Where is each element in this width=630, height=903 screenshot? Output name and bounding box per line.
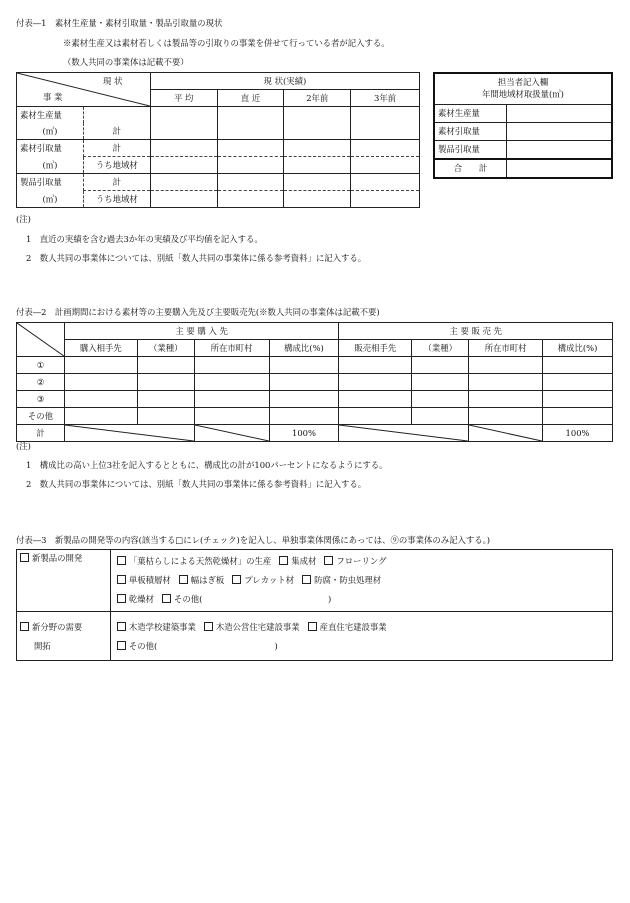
total-hatched-cell [469,425,543,442]
cell-diagonal [195,425,269,441]
input-cell[interactable] [217,123,284,140]
staff-entry-box [433,72,613,179]
corner-diagonal [17,73,150,106]
table-row [17,425,613,442]
input-cell[interactable] [284,123,351,140]
row-sub-label: 計 [83,174,150,191]
checkbox[interactable] [20,553,29,562]
checkbox[interactable] [117,594,126,603]
category-new-product [17,550,111,612]
staff-total-cell[interactable] [507,159,612,178]
row-label: 素材引取量 [17,140,84,157]
input-cell[interactable] [469,391,543,408]
table2-col-header: 構成比(%) [543,340,613,357]
input-cell[interactable] [150,191,217,208]
input-cell[interactable] [150,157,217,174]
input-cell[interactable] [217,157,284,174]
row-label: ① [17,357,65,374]
input-cell[interactable] [150,174,217,191]
input-cell[interactable] [269,374,339,391]
input-cell[interactable] [64,374,137,391]
option-line [117,590,606,609]
input-cell[interactable] [137,408,194,425]
row-label: ② [17,374,65,391]
new-demand-options [110,612,612,661]
staff-entry-title [434,73,612,105]
option-line [117,552,606,571]
table-row [17,357,613,374]
input-cell[interactable] [339,391,412,408]
checkbox[interactable] [324,556,333,565]
row-sub-label: うち地域材 [83,191,150,208]
row-sub-label: うち地域材 [83,157,150,174]
option-line [117,637,606,656]
option-label: 「葉枯らしによる天然乾燥材」の生産 [128,556,272,566]
cell-diagonal [65,425,194,441]
input-cell[interactable] [194,408,269,425]
input-cell[interactable] [412,357,469,374]
input-cell[interactable] [351,157,420,174]
input-cell[interactable] [269,391,339,408]
row-label: ③ [17,391,65,408]
option-line [117,618,606,637]
row-unit: (㎥) [17,191,84,208]
table-row [17,408,613,425]
table2-note-line: 2 数人共同の事業体については、別紙「数人共同の事業体に係る参考資料」に記入する。 [26,479,367,489]
input-cell[interactable] [269,357,339,374]
input-cell[interactable] [339,408,412,425]
table2-notes-head: (注) [16,441,31,451]
category-label: 新分野の需要 [32,622,83,632]
input-cell[interactable] [64,357,137,374]
input-cell[interactable] [217,174,284,191]
input-cell[interactable] [269,408,339,425]
row-label: その他 [17,408,65,425]
table1-col-header: 2年前 [284,90,351,107]
table1-corner-cell [17,73,151,107]
input-cell[interactable] [284,140,351,157]
category-label-cont: 開拓 [34,641,51,651]
table2-col-header: （業種） [412,340,469,357]
input-cell[interactable] [351,140,420,157]
table2-group-sales: 主 要 販 売 先 [339,323,613,340]
corner-diagonal [17,323,64,356]
input-cell[interactable] [469,374,543,391]
row-unit: (㎥) [17,123,84,140]
input-cell[interactable] [339,357,412,374]
input-cell[interactable] [351,191,420,208]
checkbox[interactable] [117,556,126,565]
table-row [17,123,420,140]
option-label: その他( ) [128,641,278,651]
table2-col-header: （業種） [137,340,194,357]
input-cell[interactable] [469,408,543,425]
input-cell[interactable] [150,123,217,140]
table1-col-header: 平 均 [150,90,217,107]
table2-col-header: 構成比(%) [269,340,339,357]
table2-heading: 付表―2 計画期間における素材等の主要購入先及び主要販売先(※数人共同の事業体は記載不要) [16,307,380,317]
category-label: 新製品の開発 [32,553,83,563]
input-cell[interactable] [412,408,469,425]
table-row [17,107,420,124]
checkbox[interactable] [232,575,241,584]
checkbox[interactable] [204,622,213,631]
input-cell[interactable] [284,191,351,208]
table3-heading: 付表―3 新製品の開発等の内容(該当する□にレ(チェック)を記入し、単独事業体関係にあっては、⑨の事業体のみ記入する。) [16,535,491,545]
option-label: 産直住宅建設事業 [319,622,387,632]
total-hatched-cell [194,425,269,442]
input-cell[interactable] [217,140,284,157]
row-label: 素材生産量 [17,107,84,124]
staff-total-label: 合 計 [434,159,507,178]
input-cell[interactable] [351,174,420,191]
corner-label-top: 現 状 [103,76,123,86]
table1-note-line: 1 直近の実績を含む過去3か年の実績及び平均値を記入する。 [26,234,263,244]
table2-col-header: 販売相手先 [339,340,412,357]
input-cell[interactable] [284,107,351,124]
table-row [17,391,613,408]
table1-col-header: 3年前 [351,90,420,107]
staff-input-cell[interactable] [507,123,612,141]
table-row [17,157,420,174]
total-hatched-cell [64,425,194,442]
table2-note-line: 1 構成比の高い上位3社を記入するとともに、構成比の計が100パーセントになるようにする。 [26,460,388,470]
row-unit: (㎥) [17,157,84,174]
checkbox[interactable] [117,622,126,631]
staff-entry-title-line2: 年間地域材取扱量(㎥) [482,89,564,99]
input-cell[interactable] [351,123,420,140]
table1-notes-head: (注) [16,214,31,224]
option-label: 木造公営住宅建設事業 [215,622,300,632]
table-row [17,374,613,391]
table2 [16,322,613,442]
checkbox[interactable] [117,641,126,650]
table1-col-header: 直 近 [217,90,284,107]
input-cell[interactable] [217,191,284,208]
input-cell[interactable] [137,374,194,391]
staff-row-label: 製品引取量 [434,141,507,160]
input-cell[interactable] [543,391,613,408]
input-cell[interactable] [150,107,217,124]
table2-col-header: 購入相手先 [64,340,137,357]
option-line [117,571,606,590]
staff-entry-title-line1: 担当者記入欄 [497,77,549,88]
option-label: 集成材 [291,556,317,566]
table2-col-header: 所在市町村 [194,340,269,357]
total-hatched-cell [339,425,469,442]
table1 [16,72,420,208]
category-new-demand [17,612,111,661]
table2-group-purchase: 主 要 購 入 先 [64,323,339,340]
checkbox[interactable] [279,556,288,565]
option-label: 乾燥材 [128,594,155,604]
table1-note-exclusion: （数人共同の事業体は記載不要） [63,57,189,67]
option-label: プレカット材 [244,575,295,585]
table3 [16,549,613,661]
row-sub-label: 計 [83,123,150,140]
table1-col-group: 現 状(実績) [150,73,419,90]
input-cell[interactable] [543,374,613,391]
total-label: 計 [17,425,65,442]
staff-input-cell[interactable] [507,141,612,160]
corner-label-bottom: 事 業 [43,92,63,102]
input-cell[interactable] [284,157,351,174]
input-cell[interactable] [217,107,284,124]
row-label: 製品引取量 [17,174,84,191]
cell-diagonal [469,425,542,441]
input-cell[interactable] [137,391,194,408]
input-cell[interactable] [194,374,269,391]
checkbox[interactable] [20,622,29,631]
input-cell[interactable] [284,174,351,191]
input-cell[interactable] [150,140,217,157]
table-row [17,140,420,157]
input-cell[interactable] [194,357,269,374]
input-cell[interactable] [64,408,137,425]
new-product-options [110,550,612,612]
checkbox[interactable] [302,575,311,584]
input-cell[interactable] [194,391,269,408]
input-cell[interactable] [543,357,613,374]
cell-diagonal [339,425,468,441]
input-cell[interactable] [412,374,469,391]
table1-note-line: 2 数人共同の事業体については、別紙「数人共同の事業体に係る参考資料」に記入する。 [26,253,367,263]
staff-row-label: 素材引取量 [434,123,507,141]
row-sub-label: 計 [83,140,150,157]
input-cell[interactable] [351,107,420,124]
table2-corner-cell [17,323,65,357]
input-cell[interactable] [64,391,137,408]
sales-total-percent: 100% [543,425,613,442]
table1-heading: 付表―1 素材生産量・素材引取量・製品引取量の現状 [16,18,223,28]
checkbox[interactable] [117,575,126,584]
checkbox[interactable] [162,594,171,603]
option-label: フローリング [336,556,387,566]
staff-row-label: 素材生産量 [434,105,507,123]
option-label: その他( ) [174,594,332,604]
option-label: 単板積層材 [128,575,171,585]
input-cell[interactable] [469,357,543,374]
table1-note-applicability: ※素材生産又は素材若しくは製品等の引取りの事業を併せて行っている者が記入する。 [63,38,390,48]
checkbox[interactable] [308,622,317,631]
option-label: 幅はぎ板 [190,575,225,585]
input-cell[interactable] [543,408,613,425]
option-label: 木造学校建築事業 [128,622,196,632]
table2-col-header: 所在市町村 [469,340,543,357]
input-cell[interactable] [339,374,412,391]
input-cell[interactable] [137,357,194,374]
purchase-total-percent: 100% [269,425,339,442]
option-label: 防腐・防虫処理材 [314,575,382,585]
input-cell[interactable] [412,391,469,408]
table-row [17,191,420,208]
table-row [17,174,420,191]
checkbox[interactable] [179,575,188,584]
staff-input-cell[interactable] [507,105,612,123]
